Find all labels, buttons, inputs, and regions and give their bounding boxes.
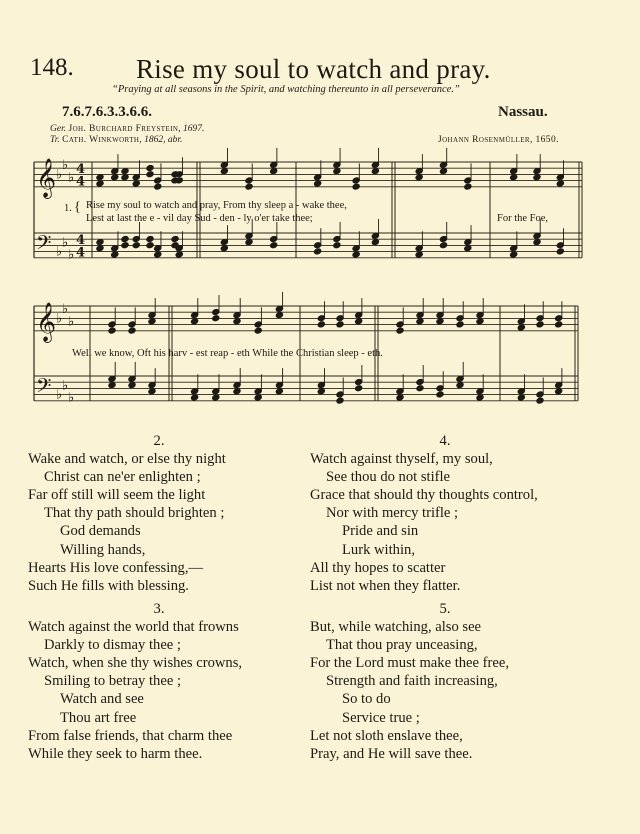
flat-icon: ♭ — [62, 302, 69, 318]
verse-4 — [310, 432, 580, 595]
verse-line: Lurk within, — [342, 541, 415, 558]
svg-text:4: 4 — [76, 162, 86, 177]
verse-line: But, while watching, also see — [310, 619, 482, 636]
verse-2 — [28, 432, 290, 595]
bass-clef-icon: 𝄢 — [36, 231, 52, 259]
verse-line: Smiling to betray thee ; — [44, 673, 181, 690]
svg-text:4: 4 — [76, 174, 86, 190]
verse-line: For the Lord must make thee free, — [310, 655, 509, 672]
verse-one-label: 1. — [64, 203, 72, 214]
brace-top: { — [74, 200, 81, 215]
verse-line: All thy hopes to scatter — [310, 559, 446, 576]
verse-lines — [310, 618, 580, 763]
meter: 7.6.7.6.3.3.6.6. — [62, 104, 152, 120]
verse-line: Service true ; — [342, 709, 420, 726]
hymn-number: 148. — [30, 54, 74, 81]
treble-clef-icon: 𝄞 — [36, 302, 57, 342]
treble-clef-icon: 𝄞 — [36, 158, 57, 198]
svg-text:4: 4 — [76, 233, 86, 248]
flat-icon: ♭ — [68, 314, 75, 330]
verse-line: Pray, and He will save thee. — [310, 745, 473, 762]
flat-icon: ♭ — [62, 158, 69, 174]
verse-line: Nor with mercy trifle ; — [326, 505, 459, 522]
flat-icon: ♭ — [56, 167, 63, 183]
verse-line: That thou pray unceasing, — [326, 637, 478, 654]
flat-icon: ♭ — [62, 378, 69, 394]
verse-line: Pride and sin — [342, 523, 419, 540]
lyric-line-1-end: For the Foe, — [497, 213, 549, 224]
verse-number: 2. — [153, 433, 165, 449]
verse-line: Let not sloth enslave thee, — [310, 727, 463, 744]
verse-line: Hearts His love confessing,— — [28, 559, 204, 576]
flat-icon: ♭ — [56, 311, 63, 327]
verse-line: From false friends, that charm thee — [28, 727, 233, 744]
verse-line: List not when they flatter. — [310, 577, 461, 594]
verse-lines — [28, 450, 290, 595]
verse-line: Such He fills with blessing. — [28, 577, 189, 594]
composer-credit: Johann Rosenmüller, 1650. — [438, 135, 559, 145]
verse-lines — [28, 618, 290, 763]
verse-line: So to do — [342, 691, 391, 708]
verse-line: Far off still will seem the light — [28, 487, 206, 504]
verse-line: Wake and watch, or else thy night — [28, 451, 226, 468]
lyric-line-1b: Lest at last the e - vil day Sud - den - ly o'er take thee; — [86, 213, 313, 224]
verse-line: See thou do not stifle — [326, 469, 451, 486]
verse-line: Watch, when she thy wishes crowns, — [28, 655, 243, 672]
verse-line: While they seek to harm thee. — [28, 745, 203, 762]
verse-line: Watch against thyself, my soul, — [310, 451, 493, 468]
lyric-line-1a: Rise my soul to watch and pray, From thy sleep a - wake thee, — [86, 200, 347, 211]
hymn-title: Rise my soul to watch and pray. — [136, 54, 491, 84]
verse-lines — [310, 450, 580, 595]
verse-number: 4. — [439, 433, 451, 449]
verse-line: Grace that should thy thoughts control, — [310, 487, 538, 504]
verse-line: That thy path should brighten ; — [44, 505, 225, 522]
verse-line: Thou art free — [60, 709, 137, 726]
flat-icon: ♭ — [62, 235, 69, 251]
flat-icon: ♭ — [68, 170, 75, 186]
lyric-line-2: Well we know, Oft his harv - est reap - eth While the Christian sleep - eth. — [72, 348, 383, 359]
verse-line: Willing hands, — [60, 541, 146, 558]
verse-line: Watch and see — [60, 691, 144, 708]
flat-icon: ♭ — [68, 390, 75, 406]
svg-text:4: 4 — [76, 245, 86, 261]
tune-name: Nassau. — [498, 104, 548, 120]
flat-icon: ♭ — [56, 244, 63, 260]
author-credit: Ger. Joh. Burchard Freystein, 1697. — [50, 124, 205, 134]
verse-number: 3. — [153, 601, 165, 617]
flat-icon: ♭ — [68, 247, 75, 263]
bass-clef-icon: 𝄢 — [36, 374, 52, 402]
verse-5 — [310, 600, 580, 763]
verse-3 — [28, 600, 290, 763]
translator-credit: Tr. Cath. Winkworth, 1862, abr. — [50, 135, 183, 145]
scripture-epigraph: “Praying at all seasons in the Spirit, and watching thereunto in all perseverance.” — [112, 84, 460, 95]
verse-line: Watch against the world that frowns — [28, 619, 239, 636]
verse-number: 5. — [439, 601, 451, 617]
verse-line: Christ can ne'er enlighten ; — [44, 469, 201, 486]
verse-line: God demands — [60, 523, 141, 540]
flat-icon: ♭ — [56, 387, 63, 403]
verse-line: Darkly to dismay thee ; — [44, 637, 181, 654]
verse-line: Strength and faith increasing, — [326, 673, 498, 690]
